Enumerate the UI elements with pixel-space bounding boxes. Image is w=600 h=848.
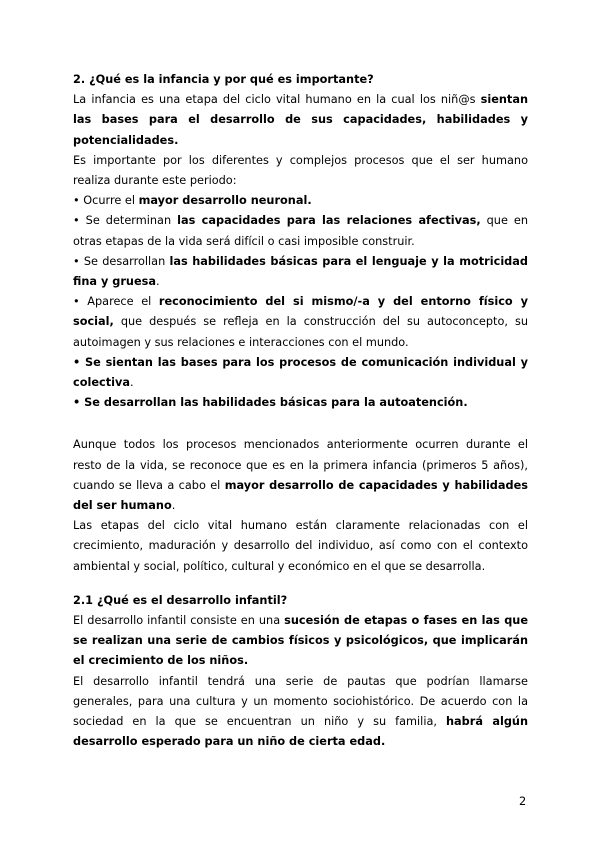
paragraph-infancia-definicion (73, 90, 528, 151)
bold-text: sucesión de etapas o fases en las que se realizan una serie de cambios físicos y psicológicos, que implicarán el crecimiento de los niños. (73, 614, 529, 668)
text-span: que después se refleja en la construcción del su autoconcepto, su autoimagen y sus relaciones e interacciones con el mundo. (73, 315, 528, 349)
text-span: • Se determinan (73, 214, 178, 228)
text-span: • Ocurre el (73, 194, 139, 208)
text-span: El desarrollo infantil consiste en una (73, 614, 285, 628)
text-span: El desarrollo infantil tendrá una serie de pautas que podrían llamarse generales, para una cultura y un momento sociohistórico. De acuerdo con la sociedad en la que se encuentran un niño y su familia, (73, 674, 528, 729)
section-heading-desarrollo-infantil: 2.1 ¿Qué es el desarrollo infantil? (73, 593, 288, 607)
text-span: • Aparece el (73, 295, 159, 309)
paragraph-importancia: Es importante por los diferentes y complejos procesos que el ser humano realiza durante este periodo: (73, 153, 528, 188)
text-span: . (171, 499, 176, 513)
paragraph-desarrollo-definicion (73, 611, 528, 672)
text-span: que en otras etapas de la vida será difícil o casi imposible construir. (73, 214, 529, 248)
text-span: . (129, 376, 134, 390)
bullet-item (73, 393, 528, 413)
bullet-item (73, 252, 528, 292)
spacer (73, 413, 528, 435)
bold-text: habrá algún desarrollo esperado para un niño de cierta edad. (73, 715, 529, 749)
text-span: . (155, 275, 160, 289)
text-span: La infancia es una etapa del ciclo vital humano en la cual los niñ@s (73, 93, 481, 107)
bold-text: sientan las bases para el desarrollo de sus capacidades, habilidades y potencialidades. (73, 93, 528, 147)
text-span: • Se desarrollan (73, 254, 170, 268)
bullet-item (73, 191, 528, 211)
bullet-item (73, 211, 528, 251)
bold-text: mayor desarrollo de capacidades y habilidades del ser humano (73, 478, 528, 513)
bold-text: las capacidades para las relaciones afectivas, (177, 214, 481, 228)
bullet-item (73, 353, 528, 393)
paragraph-primera-infancia (73, 435, 528, 516)
document-page (73, 70, 528, 753)
bullet-item (73, 292, 528, 353)
spacer (73, 577, 528, 591)
page-number: 2 (519, 795, 527, 808)
section-heading-infancia: 2. ¿Qué es la infancia y por qué es importante? (73, 73, 374, 86)
paragraph-pautas (73, 672, 528, 753)
bold-text: mayor desarrollo neuronal. (138, 194, 312, 208)
bold-text: reconocimiento del si mismo/-a y del entorno físico y social, (73, 295, 528, 329)
paragraph-etapas-ciclo: Las etapas del ciclo vital humano están claramente relacionadas con el crecimiento, maduración y desarrollo del individuo, así como con el contexto ambiental y social, político, cultural y económico en el que se desarrolla. (73, 519, 528, 573)
text-span: Aunque todos los procesos mencionados anteriormente ocurren durante el resto de la vida, se reconoce que es en la primera infancia (primeros 5 años), cuando se lleva a cabo el (73, 438, 528, 492)
bold-text: las habilidades básicas para el lenguaje y la motricidad fina y gruesa (73, 254, 528, 289)
bold-text: • Se sientan las bases para los procesos de comunicación individual y colectiva (73, 355, 528, 390)
bold-text: • Se desarrollan las habilidades básicas para la autoatención. (73, 396, 468, 410)
